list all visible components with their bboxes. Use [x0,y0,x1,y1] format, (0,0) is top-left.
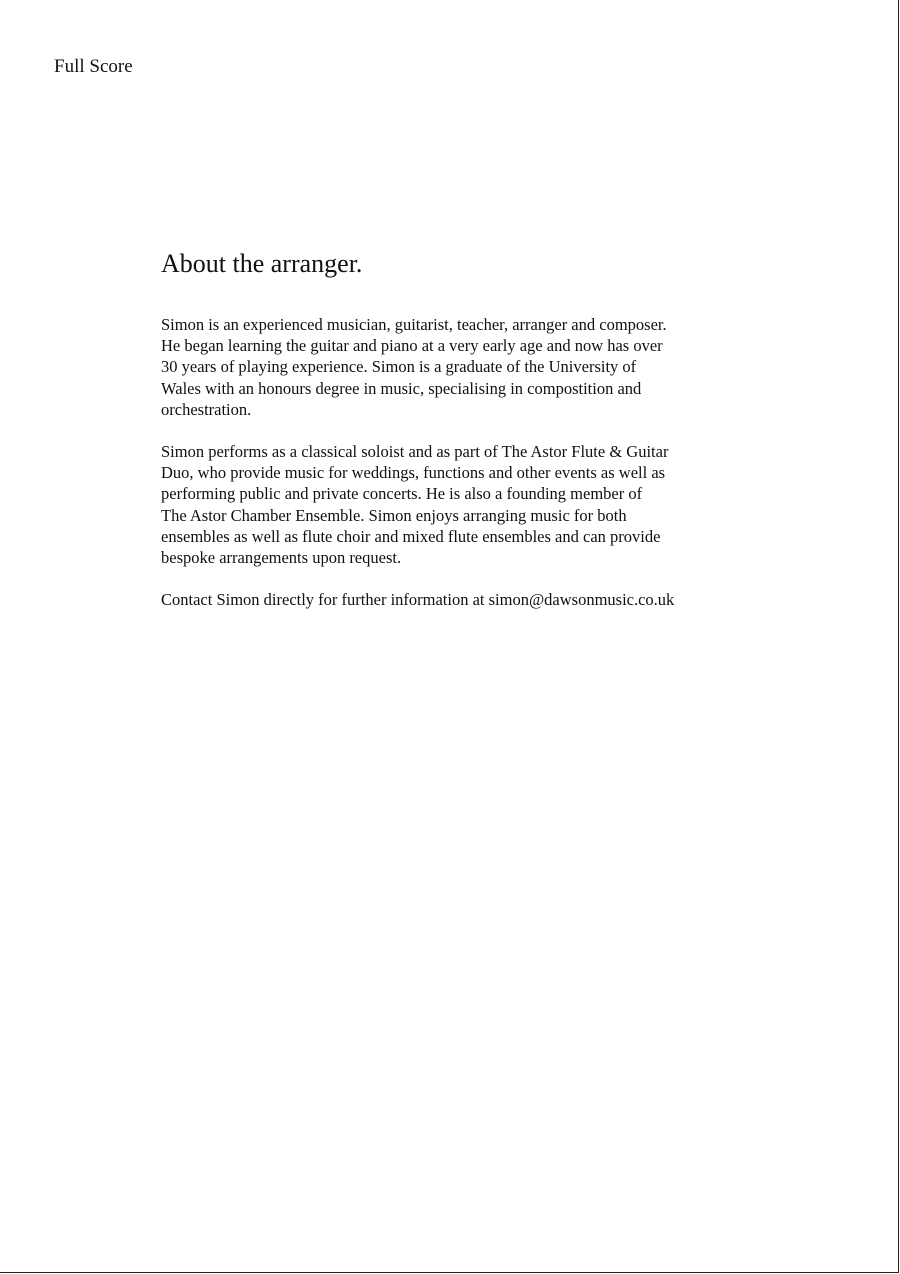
section-title: About the arranger. [161,249,363,278]
full-score-label: Full Score [54,56,133,77]
text-line: bespoke arrangements upon request. [161,548,402,568]
text-line: performing public and private concerts. He is also a founding member of [161,484,643,504]
text-line: Simon is an experienced musician, guitarist, teacher, arranger and composer. [161,315,667,334]
text-line: Simon performs as a classical soloist and as part of The Astor Flute & Guitar [161,442,669,462]
bio-paragraph-2 [161,441,761,568]
bio-paragraph-1 [161,314,761,420]
contact-paragraph [161,589,761,610]
text-line: Wales with an honours degree in music, specialising in compostition and [161,378,642,398]
text-line: ensembles as well as flute choir and mixed flute ensembles and can provide [161,526,661,546]
text-line: orchestration. [161,399,252,419]
contact-line: Contact Simon directly for further information at simon@dawsonmusic.co.uk [161,590,675,610]
text-line: 30 years of playing experience. Simon is a graduate of the University of [161,357,637,377]
text-line: He began learning the guitar and piano at a very early age and now has over [161,336,663,356]
text-line: The Astor Chamber Ensemble. Simon enjoys arranging music for both [161,505,627,525]
about-arranger-section [161,248,761,631]
text-line: Duo, who provide music for weddings, functions and other events as well as [161,463,666,483]
